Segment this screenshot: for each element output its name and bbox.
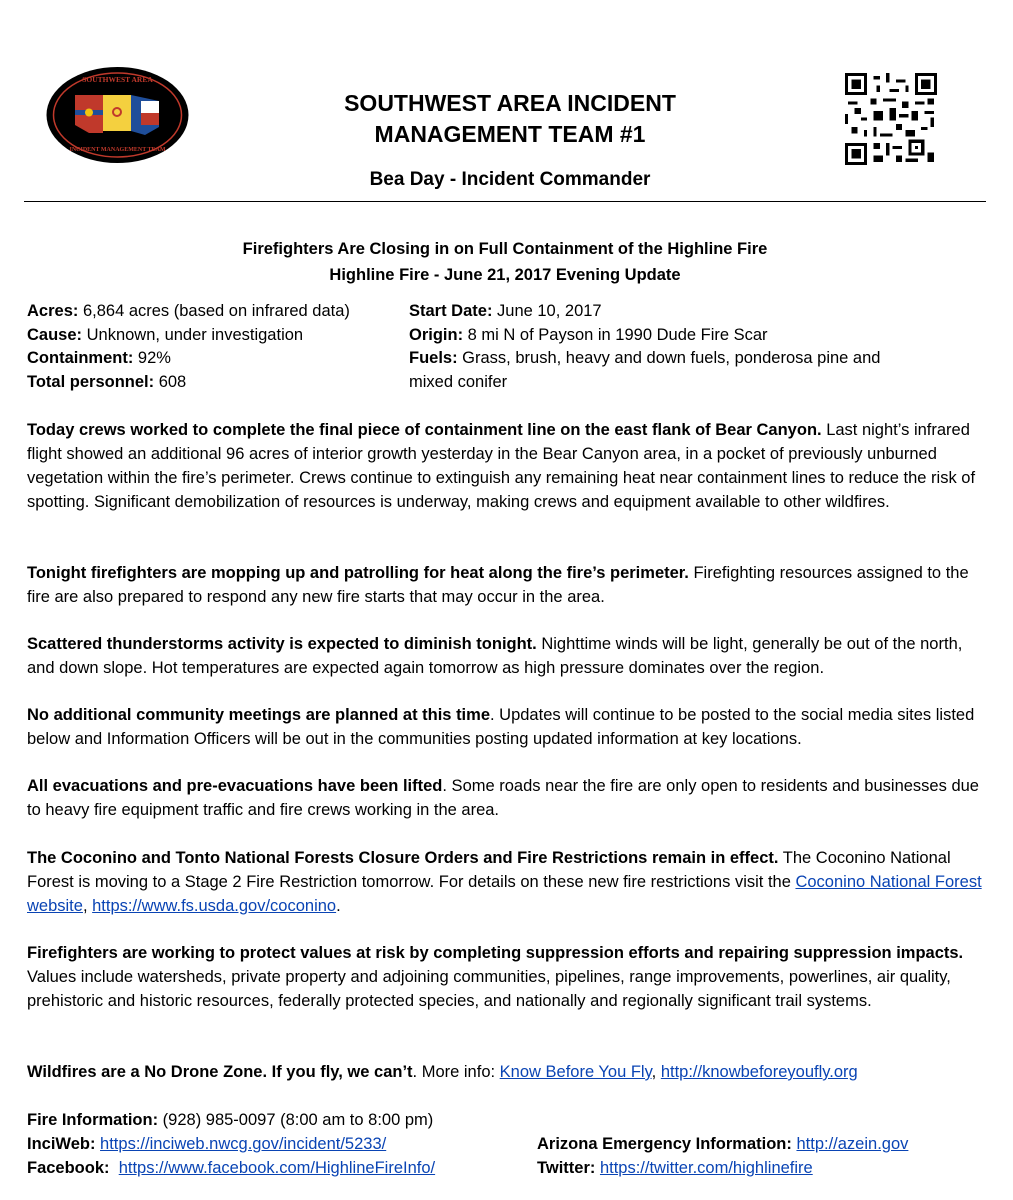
fire-info-row bbox=[27, 1108, 989, 1132]
paragraph-body: . More info: bbox=[412, 1063, 500, 1081]
paragraph-body: Nighttime winds will be light, generally be out of the north, and down slope. Hot temperatures are expected again tomorrow as high pressure dominates over the region. bbox=[27, 635, 963, 677]
acres-row bbox=[27, 300, 397, 324]
contact-info bbox=[27, 1108, 989, 1180]
paragraph-body: Firefighting resources assigned to the fire are also prepared to respond any new fire starts that may occur in the area. bbox=[27, 564, 969, 606]
acres-label: Acres: bbox=[27, 302, 79, 320]
facebook-link[interactable]: https://www.facebook.com/HighlineFireInfo/ bbox=[118, 1159, 436, 1177]
header-divider bbox=[24, 201, 986, 202]
paragraph-lead: Tonight firefighters are mopping up and patrolling for heat along the fire’s perimeter. bbox=[27, 564, 689, 582]
team-title-line1: SOUTHWEST AREA INCIDENT bbox=[344, 90, 676, 116]
facebook-contact bbox=[27, 1156, 537, 1180]
paragraph-lead: The Coconino and Tonto National Forests Closure Orders and Fire Restrictions remain in effect. bbox=[27, 849, 779, 867]
paragraph-body: The Coconino National Forest is moving to a Stage 2 Fire Restriction tomorrow. For details on these new fire restrictions visit the bbox=[27, 849, 951, 891]
team-title-line2: MANAGEMENT TEAM #1 bbox=[374, 121, 646, 147]
fuels-value: Grass, brush, heavy and down fuels, ponderosa pine and mixed conifer bbox=[409, 349, 881, 391]
acres-value: 6,864 acres (based on infrared data) bbox=[78, 302, 350, 320]
paragraph-tonight bbox=[27, 561, 989, 609]
fire-info-label: Fire Information: bbox=[27, 1111, 159, 1129]
cause-label: Cause: bbox=[27, 325, 83, 344]
qr-code bbox=[845, 73, 937, 165]
personnel-row bbox=[27, 371, 397, 395]
paragraph-containment bbox=[27, 418, 989, 514]
fuels-row bbox=[409, 347, 889, 394]
fire-facts-left bbox=[27, 300, 397, 394]
facebook-label: Facebook: bbox=[27, 1159, 110, 1177]
containment-row bbox=[27, 347, 397, 371]
paragraph-meetings bbox=[27, 703, 989, 751]
inciweb-contact bbox=[27, 1132, 537, 1156]
cause-value: Unknown, under investigation bbox=[82, 325, 304, 344]
containment-value: 92% bbox=[133, 349, 171, 367]
fuels-label: Fuels: bbox=[409, 349, 458, 367]
twitter-link[interactable]: https://twitter.com/highlinefire bbox=[599, 1159, 813, 1177]
origin-value: 8 mi N of Payson in 1990 Dude Fire Scar bbox=[463, 325, 768, 344]
paragraph-lead: All evacuations and pre-evacuations have been lifted bbox=[27, 777, 443, 795]
know-before-you-fly-link[interactable]: Know Before You Fly bbox=[499, 1063, 652, 1081]
paragraph-closures bbox=[27, 846, 989, 918]
fire-info-phone: (928) 985-0097 (8:00 am to 8:00 pm) bbox=[158, 1111, 434, 1129]
twitter-contact bbox=[537, 1156, 813, 1180]
separator: , bbox=[651, 1063, 661, 1081]
paragraph-lead: Today crews worked to complete the final piece of containment line on the east flank of Bear Canyon. bbox=[27, 421, 822, 439]
start-date-row bbox=[409, 300, 889, 324]
coconino-website-link[interactable]: Coconino National Forest website bbox=[27, 873, 982, 915]
paragraph-lead: Wildfires are a No Drone Zone. If you fly, we can’t bbox=[27, 1063, 413, 1081]
paragraph-lead: Scattered thunderstorms activity is expected to diminish tonight. bbox=[27, 635, 537, 653]
containment-label: Containment: bbox=[27, 349, 134, 367]
paragraph-lead: Firefighters are working to protect values at risk by completing suppression efforts and repairing suppression impacts. bbox=[27, 944, 964, 962]
period: . bbox=[336, 897, 341, 915]
paragraph-body: Values include watersheds, private property and adjoining communities, pipelines, range improvements, powerlines, air quality, prehistoric and historic resources, federally protected species, and nationally and regionally significant trail systems. bbox=[27, 968, 951, 1010]
paragraph-body: . Updates will continue to be posted to the social media sites listed below and Information Officers will be out in the communities posting updated information at key locations. bbox=[27, 706, 975, 748]
personnel-value: 608 bbox=[154, 372, 187, 391]
origin-label: Origin: bbox=[409, 325, 464, 344]
coconino-url-link[interactable]: https://www.fs.usda.gov/coconino bbox=[92, 897, 337, 915]
paragraph-drones bbox=[27, 1060, 989, 1084]
swa-imt-logo bbox=[45, 65, 190, 165]
document-title bbox=[100, 236, 910, 288]
azein-link[interactable]: http://azein.gov bbox=[796, 1135, 909, 1153]
inciweb-link[interactable]: https://inciweb.nwcg.gov/incident/5233/ bbox=[100, 1135, 387, 1153]
logo-bottom-text: INCIDENT MANAGEMENT TEAM bbox=[69, 147, 166, 153]
cause-row bbox=[27, 324, 397, 348]
azein-label: Arizona Emergency Information: bbox=[537, 1135, 792, 1153]
start-date-value: June 10, 2017 bbox=[492, 302, 602, 320]
paragraph-body: . Some roads near the fire are only open to residents and businesses due to heavy fire equipment traffic and fire crews working in the area. bbox=[27, 777, 979, 819]
origin-row bbox=[409, 324, 889, 348]
twitter-label: Twitter: bbox=[537, 1159, 596, 1177]
paragraph-lead: No additional community meetings are planned at this time bbox=[27, 706, 490, 724]
logo-top-text: SOUTHWEST AREA bbox=[82, 75, 153, 84]
paragraph-values-at-risk bbox=[27, 941, 989, 1013]
start-date-label: Start Date: bbox=[409, 302, 493, 320]
knowbeforeyoufly-url-link[interactable]: http://knowbeforeyoufly.org bbox=[660, 1063, 858, 1081]
inciweb-label: InciWeb: bbox=[27, 1135, 96, 1153]
azein-contact bbox=[537, 1132, 908, 1156]
subheadline: Highline Fire - June 21, 2017 Evening Update bbox=[329, 266, 681, 284]
paragraph-weather bbox=[27, 632, 989, 680]
contact-row-1 bbox=[27, 1132, 989, 1156]
headline: Firefighters Are Closing in on Full Containment of the Highline Fire bbox=[242, 240, 768, 258]
contact-row-2 bbox=[27, 1156, 989, 1180]
team-title bbox=[300, 88, 720, 150]
paragraph-evacuations bbox=[27, 774, 989, 822]
paragraph-body: Last night’s infrared flight showed an additional 96 acres of interior growth yesterday in the Bear Canyon area, in a pocket of previously unburned vegetation within the fire’s perimeter. Crews continue to extinguish any remaining heat near containment lines to reduce the risk of spotting. Significant demobilization of resources is underway, making crews and equipment available to other wildfires. bbox=[27, 421, 976, 511]
fire-facts-right bbox=[409, 300, 889, 394]
incident-commander: Bea Day - Incident Commander bbox=[369, 169, 651, 190]
personnel-label: Total personnel: bbox=[27, 372, 155, 391]
separator: , bbox=[82, 897, 93, 915]
